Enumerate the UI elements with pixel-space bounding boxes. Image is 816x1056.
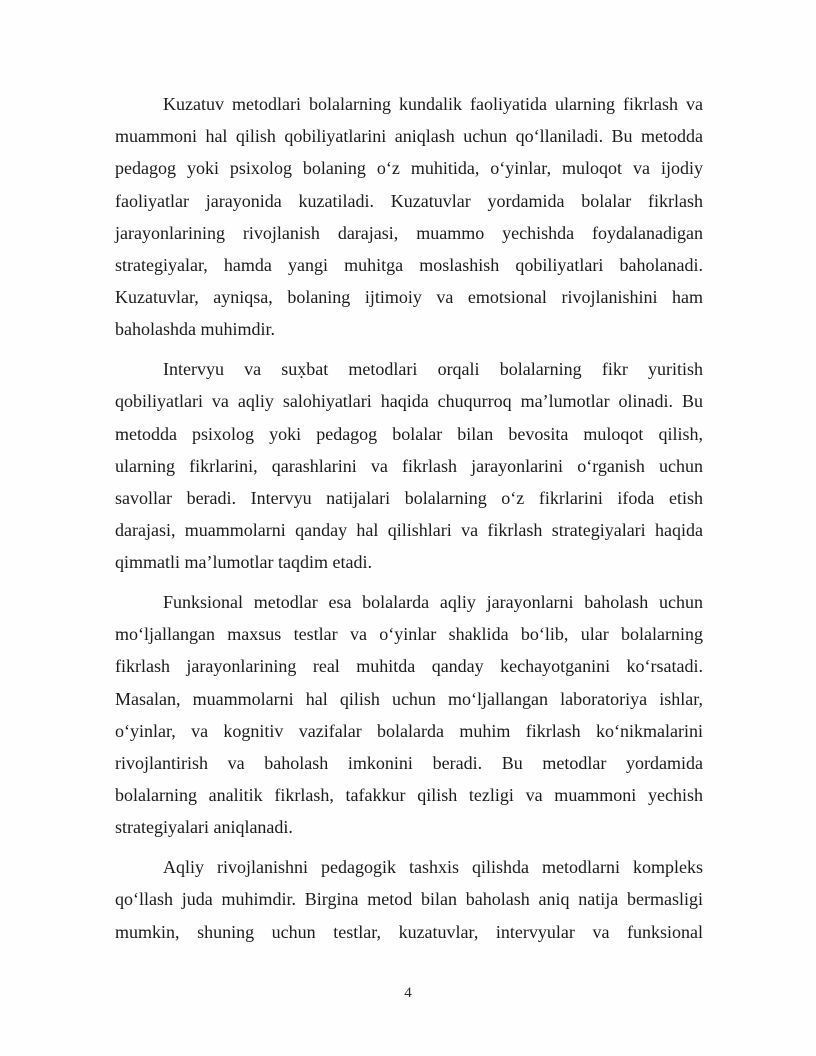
document-body (115, 88, 703, 955)
text-line: savollar beradi. Intervyu natijalari bolalarning oʻz fikrlarini ifoda etish (115, 487, 703, 508)
text-line: fikrlash jarayonlarining real muhitda qanday kechayotganini koʻrsatadi. (115, 656, 703, 677)
text-line: oʻyinlar, va kognitiv vazifalar bolalarda muhim fikrlash koʻnikmalarini (115, 720, 703, 741)
text-line: metodda psixolog yoki pedagog bolalar bilan bevosita muloqot qilish, (115, 423, 703, 444)
text-line: rivojlantirish va baholash imkonini beradi. Bu metodlar yordamida (115, 753, 703, 774)
paragraph (115, 353, 703, 578)
text-line: bolalarning analitik fikrlash, tafakkur qilish tezligi va muammoni yechish (115, 785, 703, 806)
paragraph (115, 586, 703, 844)
text-line: baholashda muhimdir. (115, 319, 275, 340)
text-line: moʻljallangan maxsus testlar va oʻyinlar shaklida boʻlib, ular bolalarning (115, 624, 703, 645)
text-line: ularning fikrlarini, qarashlarini va fikrlash jarayonlarini oʻrganish uchun (115, 455, 703, 476)
text-line: strategiyalar, hamda yangi muhitga moslashish qobiliyatlari baholanadi. (115, 255, 703, 276)
text-line: qoʻllash juda muhimdir. Birgina metod bilan baholash aniq natija bermasligi (115, 889, 703, 910)
text-line: muammoni hal qilish qobiliyatlarini aniqlash uchun qoʻllaniladi. Bu metodda (115, 126, 703, 147)
text-line: faoliyatlar jarayonida kuzatiladi. Kuzatuvlar yordamida bolalar fikrlash (115, 190, 703, 211)
text-line: qimmatli ma’lumotlar taqdim etadi. (115, 552, 372, 573)
paragraph (115, 88, 703, 346)
text-line: pedagog yoki psixolog bolaning oʻz muhitida, oʻyinlar, muloqot va ijodiy (115, 158, 703, 179)
page-number: 4 (404, 985, 412, 1001)
text-line: qobiliyatlari va aqliy salohiyatlari haqida chuqurroq ma’lumotlar olinadi. Bu (115, 391, 703, 412)
text-line: Intervyu va sux̣bat metodlari orqali bolalarning fikr yuritish (163, 359, 703, 380)
paragraph (115, 851, 703, 948)
text-line: Masalan, muammolarni hal qilish uchun moʻljallangan laboratoriya ishlar, (115, 688, 703, 709)
text-line: Kuzatuv metodlari bolalarning kundalik faoliyatida ularning fikrlash va (163, 94, 703, 114)
text-line: darajasi, muammolarni qanday hal qilishlari va fikrlash strategiyalari haqida (115, 520, 703, 541)
text-line: Aqliy rivojlanishni pedagogik tashxis qilishda metodlarni kompleks (163, 857, 703, 878)
text-line: Kuzatuvlar, ayniqsa, bolaning ijtimoiy va emotsional rivojlanishini ham (115, 287, 703, 308)
text-line: strategiyalari aniqlanadi. (115, 817, 293, 838)
text-line: Funksional metodlar esa bolalarda aqliy jarayonlarni baholash uchun (163, 592, 703, 613)
text-line: mumkin, shuning uchun testlar, kuzatuvlar, intervyular va funksional (115, 921, 703, 942)
text-line: jarayonlarining rivojlanish darajasi, muammo yechishda foydalanadigan (115, 222, 703, 243)
